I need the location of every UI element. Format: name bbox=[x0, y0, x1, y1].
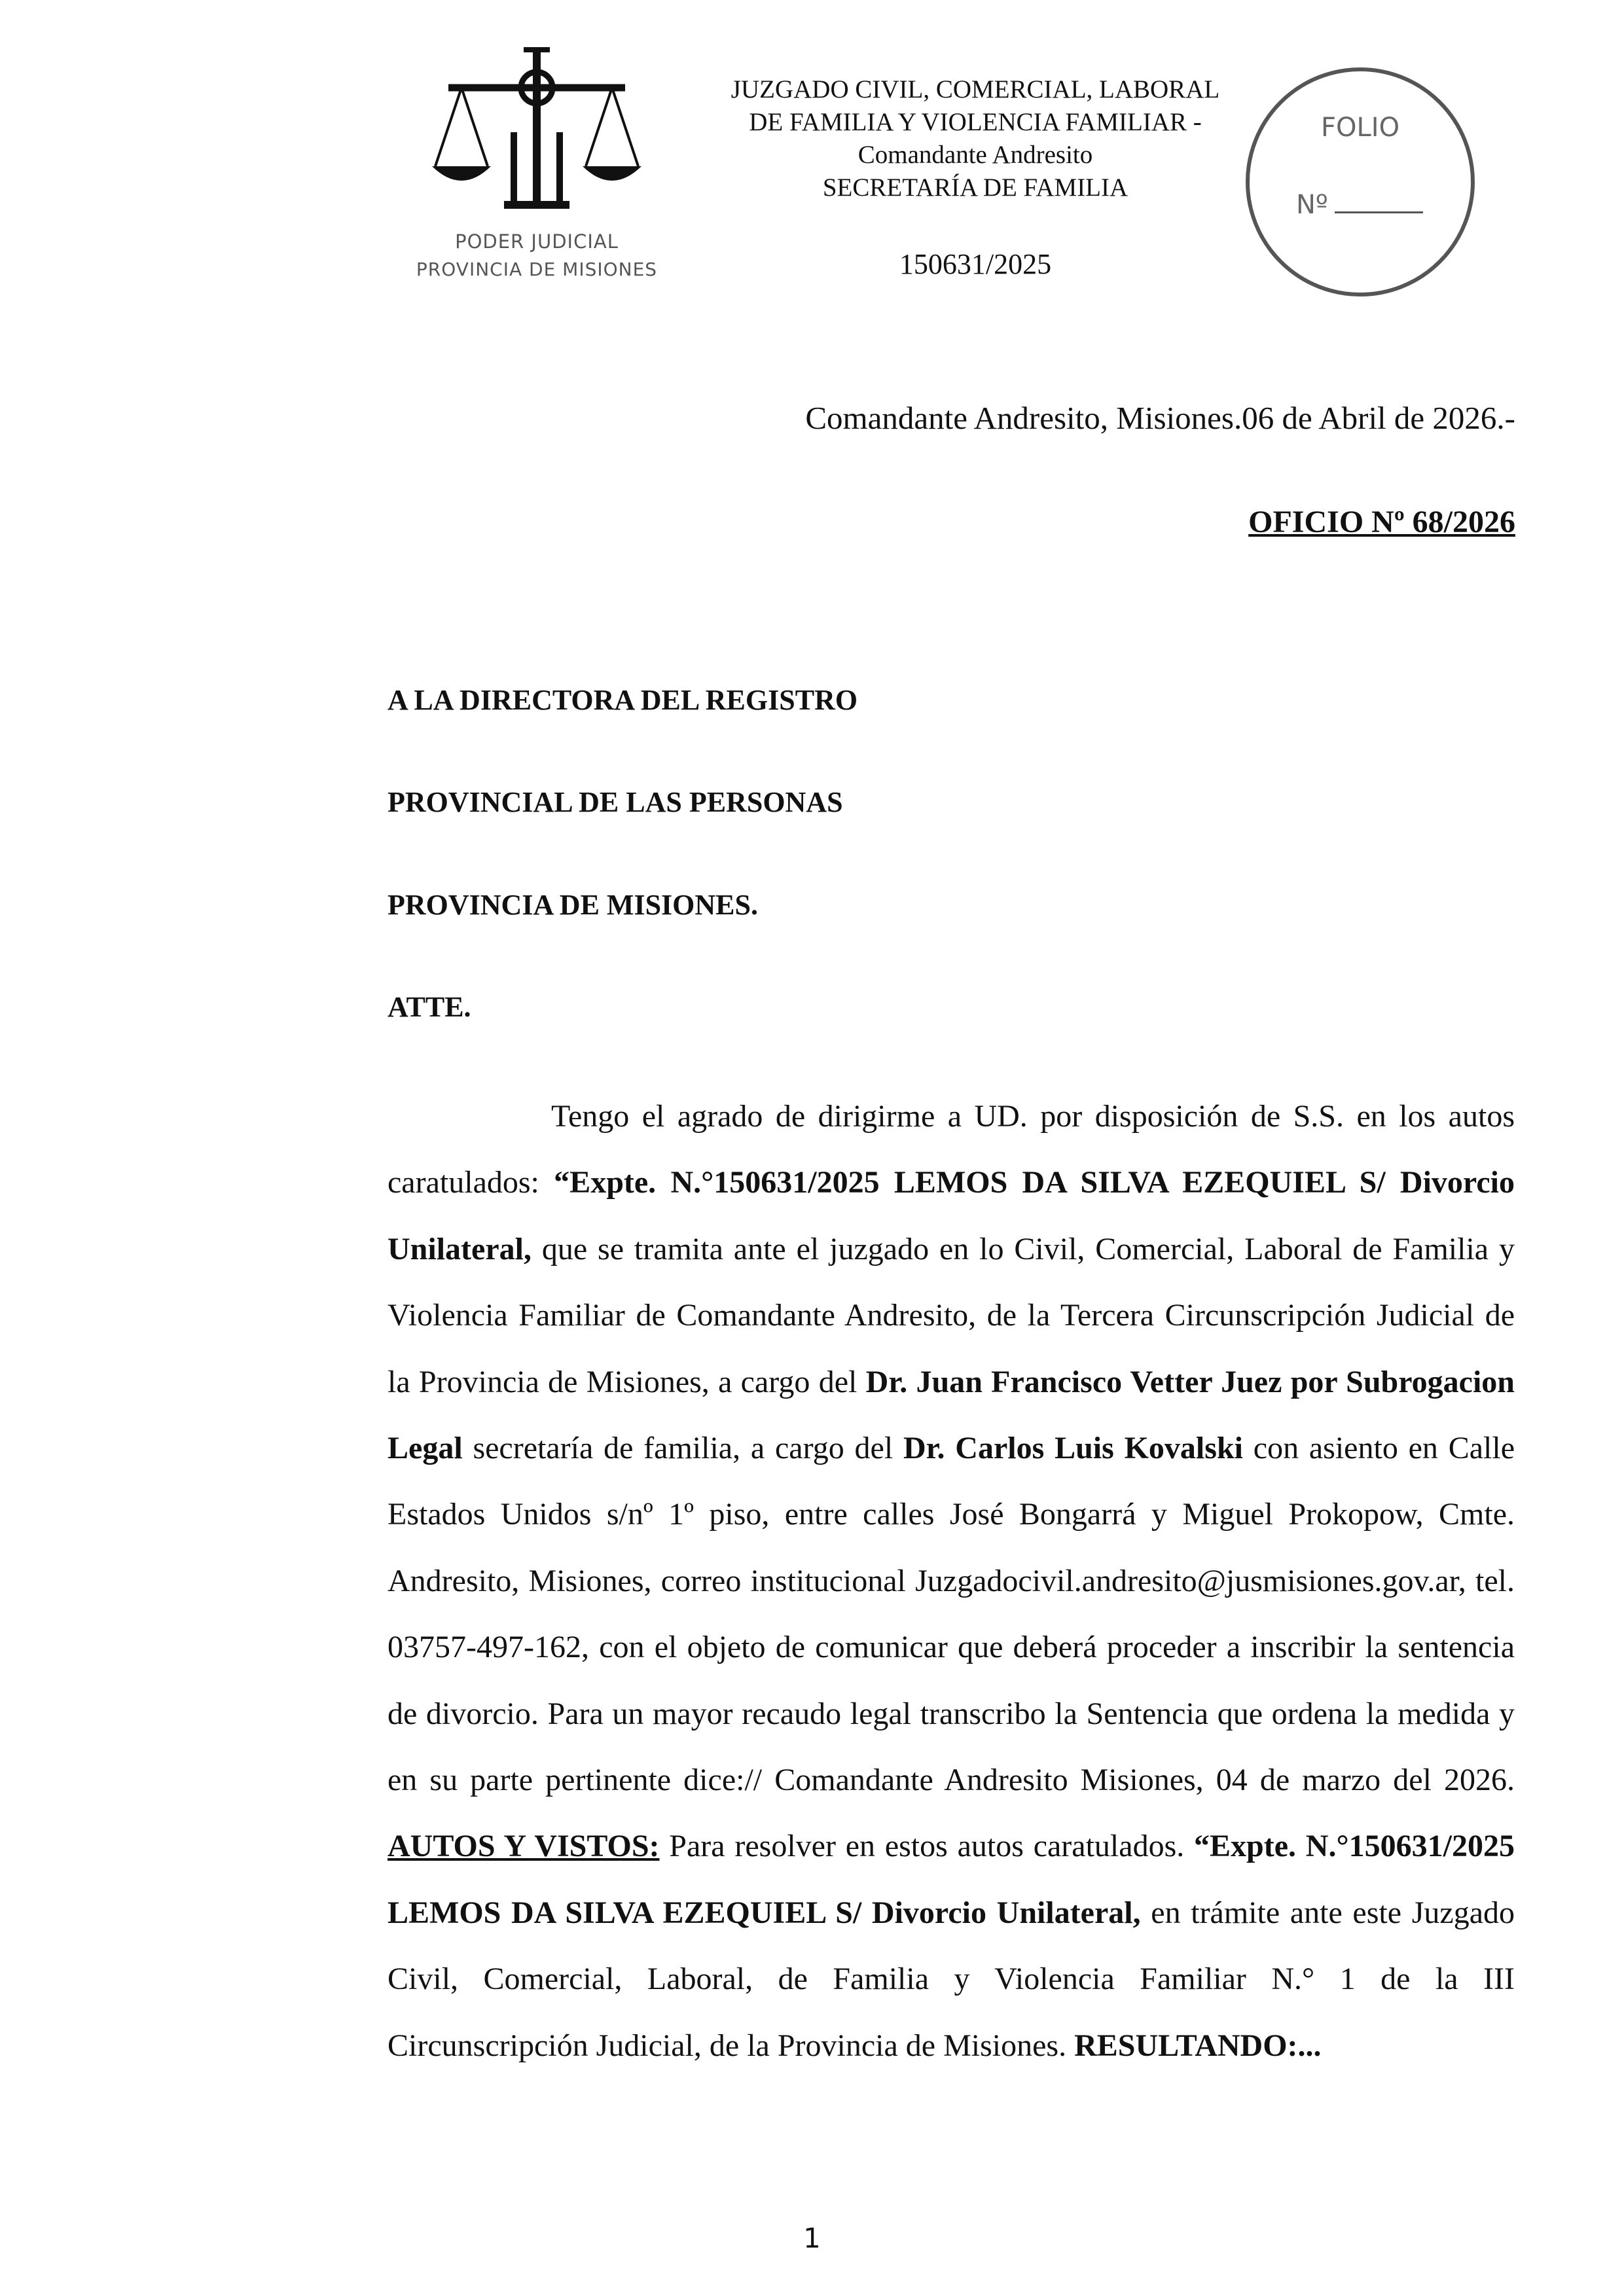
body-text-span: Para resolver en estos autos caratulados. bbox=[659, 1829, 1195, 1864]
addressee-line: A LA DIRECTORA DEL REGISTRO bbox=[388, 684, 858, 716]
court-name-line: JUZGADO CIVIL, COMERCIAL, LABORAL bbox=[731, 75, 1220, 103]
addressee-line: PROVINCIAL DE LAS PERSONAS bbox=[388, 786, 843, 818]
body-text-span: en trámite ante este Juzgado Civil, Comercial, Laboral, de Familia y Violencia Familiar N.° 1 de la III Circunscripción Judicial, de la Provincia de Misiones. bbox=[388, 1895, 1515, 2063]
court-seal-logo bbox=[399, 41, 674, 289]
addressee-attention: ATTE. bbox=[388, 991, 471, 1023]
court-name-line: SECRETARÍA DE FAMILIA bbox=[822, 173, 1128, 202]
logo-text-provincia: PROVINCIA DE MISIONES bbox=[416, 259, 658, 280]
folio-stamp-circle bbox=[1242, 64, 1478, 300]
folio-label: FOLIO bbox=[1321, 113, 1400, 143]
body-paragraph bbox=[388, 1083, 1515, 2079]
place-date: Comandante Andresito, Misiones.06 de Abril de 2026.- bbox=[805, 400, 1515, 436]
judge-name-bold: Dr. Juan Francisco Vetter Juez por Subrogacion Legal bbox=[388, 1364, 1515, 1466]
secretary-name-bold: Dr. Carlos Luis Kovalski bbox=[903, 1431, 1243, 1466]
court-name bbox=[655, 73, 1296, 204]
oficio-number: OFICIO Nº 68/2026 bbox=[1248, 505, 1515, 539]
court-name-line: Comandante Andresito bbox=[857, 141, 1093, 169]
folio-number-blank bbox=[1335, 211, 1423, 213]
autos-y-vistos-heading: AUTOS Y VISTOS: bbox=[388, 1829, 660, 1864]
page-number: 1 bbox=[803, 2222, 821, 2254]
case-number: 150631/2025 bbox=[899, 248, 1052, 280]
folio-number-label: Nº bbox=[1296, 190, 1328, 220]
case-caption-bold: “Expte. N.°150631/2025 LEMOS DA SILVA EZEQUIEL S/ Divorcio Unilateral, bbox=[388, 1829, 1515, 1930]
addressee-line: PROVINCIA DE MISIONES. bbox=[388, 889, 758, 921]
logo-text-poder-judicial: PODER JUDICIAL bbox=[455, 230, 619, 253]
folio-number-field bbox=[1296, 190, 1423, 220]
scales-of-justice-icon bbox=[432, 41, 641, 224]
resultando-heading: RESULTANDO:... bbox=[1074, 2028, 1322, 2063]
body-text-span: secretaría de familia, a cargo del bbox=[462, 1431, 903, 1466]
court-name-line: DE FAMILIA Y VIOLENCIA FAMILIAR - bbox=[749, 108, 1202, 136]
case-caption-bold: “Expte. N.°150631/2025 LEMOS DA SILVA EZEQUIEL S/ Divorcio Unilateral, bbox=[388, 1165, 1515, 1266]
body-text-span: con asiento en Calle Estados Unidos s/nº 1º piso, entre calles José Bongarrá y Miguel Prokopow, Cmte. Andresito, Misiones, correo institucional Juzgadocivil.andresito@jusmisiones.gov.ar, tel. 03757-497-162, con el objeto de comunicar que deberá proceder a inscribir la sentencia de divorcio. Para un mayor recaudo legal transcribo la Sentencia que ordena la medida y en su parte pertinente dice:// Comandante Andresito Misiones, 04 de marzo del 2026. bbox=[388, 1431, 1515, 1798]
body-text-span: que se tramita ante el juzgado en lo Civil, Comercial, Laboral de Familia y Violencia Familiar de Comandante Andresito, de la Tercera Circunscripción Judicial de la Provincia de Misiones, a cargo del bbox=[388, 1231, 1515, 1399]
body-text-span: Tengo el agrado de dirigirme a UD. por disposición de S.S. en los autos caratulados: bbox=[388, 1099, 1515, 1200]
